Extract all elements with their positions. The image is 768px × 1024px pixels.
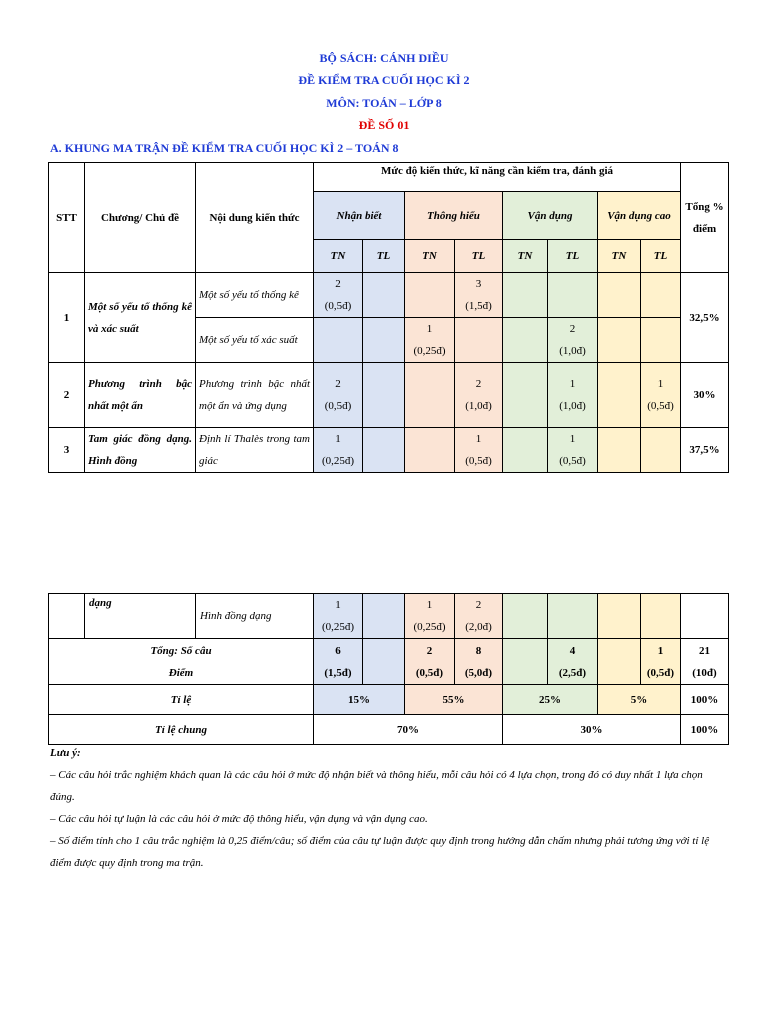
cell-empty (503, 273, 548, 318)
exam-number: ĐỀ SỐ 01 (358, 118, 410, 132)
subhead-tl: TL (548, 240, 598, 273)
cell-empty (548, 594, 598, 639)
cell-empty (598, 594, 641, 639)
cell-empty (405, 273, 455, 318)
cell-empty (598, 639, 641, 685)
cell-empty (598, 363, 641, 428)
row-stt: 2 (49, 363, 85, 428)
matrix-table-part2 (48, 593, 729, 745)
cell-empty (598, 428, 641, 473)
cell-empty (455, 318, 503, 363)
subhead-tn: TN (503, 240, 548, 273)
cell-value: 2 (0,5đ) (314, 273, 363, 318)
ratio-thong-hieu: 55% (405, 685, 503, 715)
total-value: 4 (2,5đ) (548, 639, 598, 685)
cell-empty (314, 318, 363, 363)
ratio-common-label: Tỉ lệ chung (49, 715, 314, 745)
ratio-common-total: 100% (681, 715, 729, 745)
row-content: Phương trình bậc nhất một ẩn và ứng dụng (196, 363, 314, 428)
col-header-total: Tổng % điểm (681, 163, 729, 273)
note-item: – Các câu hỏi trắc nghiệm khách quan là các câu hỏi ở mức độ nhận biết và thông hiểu, mỗi câu hỏi có 4 lựa chọn, trong đó có duy nhất 1 lựa chọn đúng. (50, 769, 703, 803)
col-header-levels: Mức độ kiến thức, kĩ năng cần kiểm tra, đánh giá (314, 163, 681, 192)
cell-empty (405, 428, 455, 473)
col-header-content: Nội dung kiến thức (196, 163, 314, 273)
cell-empty (503, 363, 548, 428)
cell-empty (363, 639, 405, 685)
subhead-tl: TL (455, 240, 503, 273)
cell-value: 2 (1,0đ) (548, 318, 598, 363)
row-content: Định lí Thalès trong tam giác (196, 428, 314, 473)
level-van-dung-cao: Vận dụng cao (598, 192, 681, 240)
row-stt: 1 (49, 273, 85, 363)
cell-empty (363, 318, 405, 363)
total-value: 1 (0,5đ) (641, 639, 681, 685)
cell-empty (598, 273, 641, 318)
total-value: 8 (5,0đ) (455, 639, 503, 685)
cell-empty (681, 594, 729, 639)
ratio-van-dung: 25% (503, 685, 598, 715)
col-header-stt: STT (49, 163, 85, 273)
cell-empty (363, 363, 405, 428)
cell-value: 1 (0,5đ) (641, 363, 681, 428)
cell-value: 1 (0,5đ) (455, 428, 503, 473)
ratio-label: Tỉ lệ (49, 685, 314, 715)
row-chapter: Một số yếu tố thống kê và xác suất (85, 273, 196, 363)
cell-empty (641, 273, 681, 318)
row-chapter: Tam giác đồng dạng. Hình đồng (85, 428, 196, 473)
row-content: Hình đồng dạng (196, 594, 314, 639)
cell-empty (503, 318, 548, 363)
ratio-total: 100% (681, 685, 729, 715)
cell-value: 1 (0,25đ) (405, 594, 455, 639)
book-title: BỘ SÁCH: CÁNH DIỀU (319, 51, 449, 65)
totals-label: Tổng: Số câu Điểm (49, 639, 314, 685)
level-nhan-biet: Nhận biết (314, 192, 405, 240)
subhead-tn: TN (598, 240, 641, 273)
row-chapter: Phương trình bậc nhất một ẩn (85, 363, 196, 428)
ratio-common-basic: 70% (314, 715, 503, 745)
cell-empty (598, 318, 641, 363)
cell-value: 1 (0,25đ) (405, 318, 455, 363)
section-heading: A. KHUNG MA TRẬN ĐỀ KIỂM TRA CUỐI HỌC KÌ 2 – TOÁN 8 (50, 141, 399, 155)
cell-empty (503, 639, 548, 685)
notes-section (50, 742, 722, 874)
cell-empty (548, 273, 598, 318)
row-total: 30% (681, 363, 729, 428)
matrix-table-part1 (48, 162, 729, 473)
cell-empty (503, 428, 548, 473)
subhead-tl: TL (363, 240, 405, 273)
subhead-tn: TN (405, 240, 455, 273)
grand-total: 21 (10đ) (681, 639, 729, 685)
subject-title: MÔN: TOÁN – LỚP 8 (326, 96, 442, 110)
ratio-common-applied: 30% (503, 715, 681, 745)
cell-empty (363, 428, 405, 473)
row-content: Một số yếu tố thống kê (196, 273, 314, 318)
note-item: – Các câu hỏi tự luận là các câu hỏi ở mức độ thông hiểu, vận dụng và vận dụng cao. (50, 813, 428, 825)
row-total: 32,5% (681, 273, 729, 363)
cell-empty (363, 594, 405, 639)
ratio-nhan-biet: 15% (314, 685, 405, 715)
cell-value: 2 (2,0đ) (455, 594, 503, 639)
cell-value: 1 (0,25đ) (314, 428, 363, 473)
cell-empty (641, 428, 681, 473)
row-stt: 3 (49, 428, 85, 473)
cell-empty (363, 273, 405, 318)
cell-value: 1 (0,5đ) (548, 428, 598, 473)
level-van-dung: Vận dụng (503, 192, 598, 240)
cell-empty (641, 594, 681, 639)
exam-title: ĐỀ KIỂM TRA CUỐI HỌC KÌ 2 (298, 73, 470, 87)
cell-value: 1 (0,25đ) (314, 594, 363, 639)
cell-empty (405, 363, 455, 428)
row-content: Một số yếu tố xác suất (196, 318, 314, 363)
row-chapter: dạng (85, 594, 196, 639)
cell-empty (49, 594, 85, 639)
notes-title: Lưu ý: (50, 747, 81, 759)
subhead-tl: TL (641, 240, 681, 273)
cell-value: 2 (0,5đ) (314, 363, 363, 428)
cell-empty (641, 318, 681, 363)
subhead-tn: TN (314, 240, 363, 273)
cell-value: 1 (1,0đ) (548, 363, 598, 428)
cell-empty (503, 594, 548, 639)
col-header-chapter: Chương/ Chủ đề (85, 163, 196, 273)
total-value: 6 (1,5đ) (314, 639, 363, 685)
ratio-van-dung-cao: 5% (598, 685, 681, 715)
level-thong-hieu: Thông hiểu (405, 192, 503, 240)
note-item: – Số điểm tính cho 1 câu trắc nghiệm là 0,25 điểm/câu; số điểm của câu tự luận được quy định trong hướng dẫn chấm nhưng phải tương ứng với tỉ lệ điểm được quy định trong ma trận. (50, 835, 710, 869)
cell-value: 3 (1,5đ) (455, 273, 503, 318)
row-total: 37,5% (681, 428, 729, 473)
cell-value: 2 (1,0đ) (455, 363, 503, 428)
total-value: 2 (0,5đ) (405, 639, 455, 685)
